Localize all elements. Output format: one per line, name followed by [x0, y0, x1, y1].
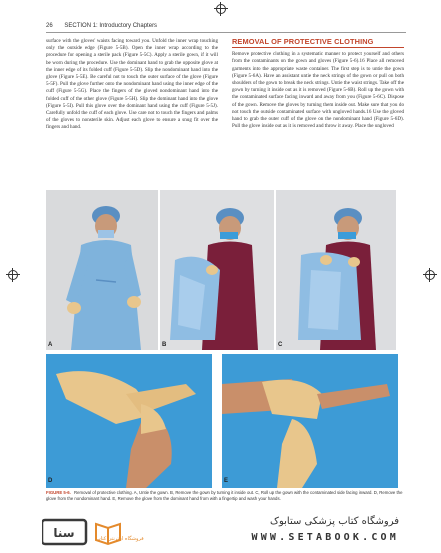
- gown-roll-illustration: [276, 190, 396, 350]
- banner-url[interactable]: WWW.SETABOOK.COM: [251, 532, 399, 543]
- photo-panel-e: [222, 354, 398, 488]
- figure-caption: [46, 490, 406, 502]
- figure-label: FIGURE 5-6.: [46, 490, 71, 495]
- gown-removal-illustration: [160, 190, 274, 350]
- section-title: SECTION 1: Introductory Chapters: [64, 23, 158, 29]
- registration-mark-left: [8, 270, 18, 280]
- glove-removal-dominant-illustration: [222, 354, 398, 488]
- photo-panel-d: [46, 354, 212, 488]
- left-text-column: [46, 38, 218, 132]
- svg-text:سنا: سنا: [53, 526, 75, 540]
- photo-panel-c: [276, 190, 396, 350]
- registration-mark-right: [425, 270, 435, 280]
- gown-untie-illustration: [46, 190, 158, 350]
- registration-mark-top: [216, 4, 226, 14]
- right-paragraph: Remove protective clothing in a systematic manner to protect yourself and others from the contaminants on the gown and gloves (Figure 5-6).16 Place all removed garments into the appropriate waste container. The first step is to untie the gown (Figure 5-6A). Have an assistant untie the neck strings of the gown or pull on both shoulders of the gown to break the neck strings. Untie the waist strings. Take off the gown by turning it inside out as it is removed (Figure 5-6B). Roll up the gown with the contaminated surface facing inward and away from you (Figure 5-6C). Dispose of the gown. Remove the gloves by turning them inside out. Make sure that you do not touch the outside contaminated surface with ungloved hands.16 Use the gloved hand to grab the outer cuff of the glove on the nondominant hand (Figure 5-6D). Pull the glove inside out as it is removed and throw it away. Place the ungloved: [232, 51, 404, 130]
- figure-caption-text: Removal of protective clothing. A, Untie the gown. B, Remove the gown by turning it inside out. C, Roll up the gown with the contaminated side facing inward. D, Remove the glove from the nondominant hand. E, Remove the glove from the dominant hand from with a fingertip and wash your hands.: [46, 490, 403, 502]
- book-logo-icon: [42, 516, 138, 548]
- panel-label-e: E: [224, 478, 229, 484]
- glove-removal-nondominant-illustration: [46, 354, 212, 488]
- photo-panel-a: [46, 190, 158, 350]
- section-heading: REMOVAL OF PROTECTIVE CLOTHING: [232, 38, 404, 48]
- photo-panel-b: [160, 190, 274, 350]
- left-paragraph: surface with the gloves' waists facing toward you. Unfold the inner wrap touching only the outside edge (Figure 5-5B). Open the inner wrap according to the procedure for opening a sterile pack (Figure 5-5C). Apply a sterile gown, if it will be worn during the procedure. Use the dominant hand to grab the opposite glove at the inner edge of its folded cuff (Figure 5-5D). Slip the nondominant hand into the glove (Figure 5-5E). Be careful not to touch the outer surface of the glove (Figure 5-5F). Pull the glove further onto the nondominant hand using the inner edge of the cuff (Figure 5-5G). Place the fingers of the gloved nondominant hand into the folded cuff of the other glove (Figure 5-5H). Slip the dominant hand into the glove (Figure 5-5I). Pull this glove over the dominant hand using the cuff (Figure 5-5J). Carefully unfold the cuff of each glove. Use care not to touch the fingers and palms of the gloves to nonsterile skin. Adjust each glove to ensure a snug fit over the fingers and hand.: [46, 38, 218, 131]
- panel-label-a: A: [48, 342, 53, 348]
- logo-subtitle: فروشگاه اینترنتی کتاب: [96, 536, 144, 542]
- panel-label-c: C: [278, 342, 283, 348]
- panel-label-b: B: [162, 342, 167, 348]
- right-text-column: [232, 38, 404, 130]
- banner-title: فروشگاه کتاب پزشکی ستابوک: [270, 516, 399, 527]
- running-header: [46, 23, 157, 29]
- panel-label-d: D: [48, 478, 53, 484]
- setabook-logo: [42, 516, 138, 553]
- page-number: 26: [46, 23, 53, 29]
- header-rule: [46, 32, 406, 33]
